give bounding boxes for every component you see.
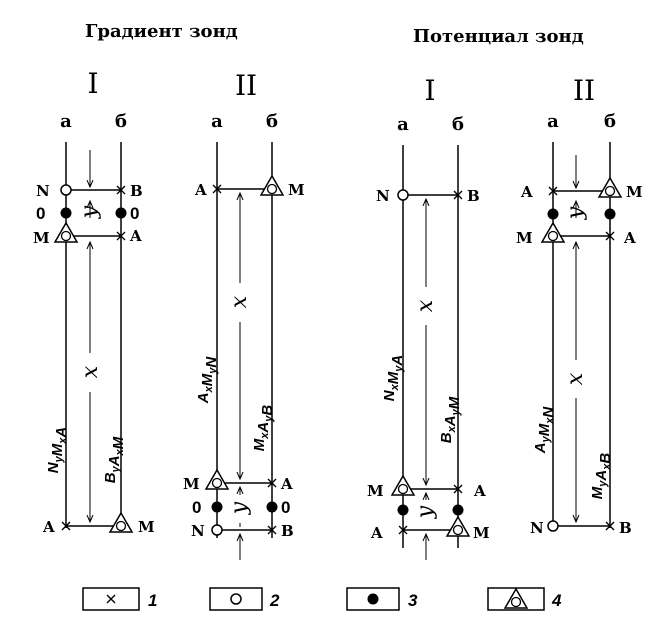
roman-p1 [424,74,435,107]
filled-circle-icon [398,505,409,516]
point-label-a: A [474,482,486,500]
point-label-b: B [130,182,143,200]
point-label-m: M [288,181,305,199]
dimension-y-label: y [563,206,588,220]
roman-p2 [573,74,595,107]
roman-numeral-two: II [234,69,258,102]
point-label-m: M [138,518,155,536]
legend-number: 4 [552,591,562,610]
point-label-a: A [521,183,533,201]
triangle-circle-icon [599,178,621,197]
point-label-m: M [473,524,490,542]
filled-circle-icon [61,208,72,219]
gradient-probe-two [217,142,272,538]
formula-axmyn: $A_xM_yN$ [195,356,220,404]
column-label-b: б [451,114,465,135]
filled-circle-icon [267,502,278,513]
filled-circle-icon [212,502,223,513]
point-label-m: M [626,183,643,201]
dimension-y-label: y [77,205,102,219]
roman-numeral-one: I [424,74,436,107]
point-label-b: B [619,519,632,537]
triangle-circle-icon [392,476,414,495]
column-label-b: б [603,111,617,132]
roman-numeral-one: I [87,67,99,100]
dimension-x-label: x [563,372,588,386]
point-label-m: M [367,482,384,500]
roman-g1 [87,67,98,100]
zero-label: 0 [130,204,140,223]
legend-item-cross [83,588,157,610]
open-circle-icon [548,521,558,531]
point-label-a: A [130,227,142,245]
filled-circle-icon [605,209,616,220]
column-label-b: б [265,111,279,132]
legend-number: 3 [408,591,418,610]
point-label-a: A [195,181,207,199]
triangle-circle-icon [261,176,283,195]
triangle-circle-icon [206,470,228,489]
legend-number: 1 [148,591,158,610]
open-circle-icon [231,594,241,604]
formula-aymxn: $A_yM_xN$ [532,406,557,454]
roman-numeral-two: II [572,74,596,107]
formula-myaxb: $M_yA_xB$ [589,452,614,500]
triangle-circle-icon [110,513,132,532]
legend-item-open-circle [210,588,280,610]
filled-circle-icon [368,594,379,605]
title-potential-probe: Потенциал зонд [413,26,584,47]
point-label-n: N [530,519,544,537]
zero-label: 0 [36,204,46,223]
point-label-b: B [281,522,294,540]
formula-bxaym: $B_xA_yM$ [438,396,463,444]
triangle-circle-icon [542,223,564,242]
point-label-m: M [516,229,533,247]
legend-number: 2 [270,591,280,610]
potential-probe-one [403,145,458,548]
point-label-a: A [281,475,293,493]
roman-g2 [235,69,257,102]
point-label-a: A [371,524,383,542]
dimension-x-label: x [227,295,252,309]
dimension-y-label: y [413,505,438,519]
dimension-y-label: y [227,501,252,515]
point-label-m: M [33,229,50,247]
dimension-x-label: x [78,365,103,379]
point-label-n: N [36,182,50,200]
point-label-m: M [183,475,200,493]
dimension-x-label: x [413,299,438,313]
filled-circle-icon [116,208,127,219]
open-circle-icon [212,525,222,535]
formula-nymxa: $N_yM_xA$ [45,426,70,474]
column-label-a: а [397,114,409,135]
formula-mxayb: $M_xA_yB$ [251,404,276,452]
filled-circle-icon [548,209,559,220]
column-label-a: а [547,111,559,132]
open-circle-icon [61,185,71,195]
point-label-a: A [624,229,636,247]
legend [83,588,562,610]
point-label-n: N [191,522,205,540]
column-label-b: б [114,111,128,132]
formula-nxmya: $N_xM_yA$ [381,354,406,402]
legend-item-triangle-circle [488,588,562,610]
legend-item-filled-circle [347,588,418,610]
column-label-a: а [60,111,72,132]
filled-circle-icon [453,505,464,516]
triangle-circle-icon [447,517,469,536]
zero-label: 0 [281,498,291,517]
point-label-n: N [376,187,390,205]
point-label-b: B [467,187,480,205]
triangle-circle-icon [55,223,77,242]
column-label-a: а [211,111,223,132]
point-label-a: A [43,518,55,536]
zero-label: 0 [192,498,202,517]
formula-byaxm: $B_yA_xM$ [102,436,127,484]
open-circle-icon [398,190,408,200]
title-gradient-probe: Градиент зонд [85,21,238,42]
